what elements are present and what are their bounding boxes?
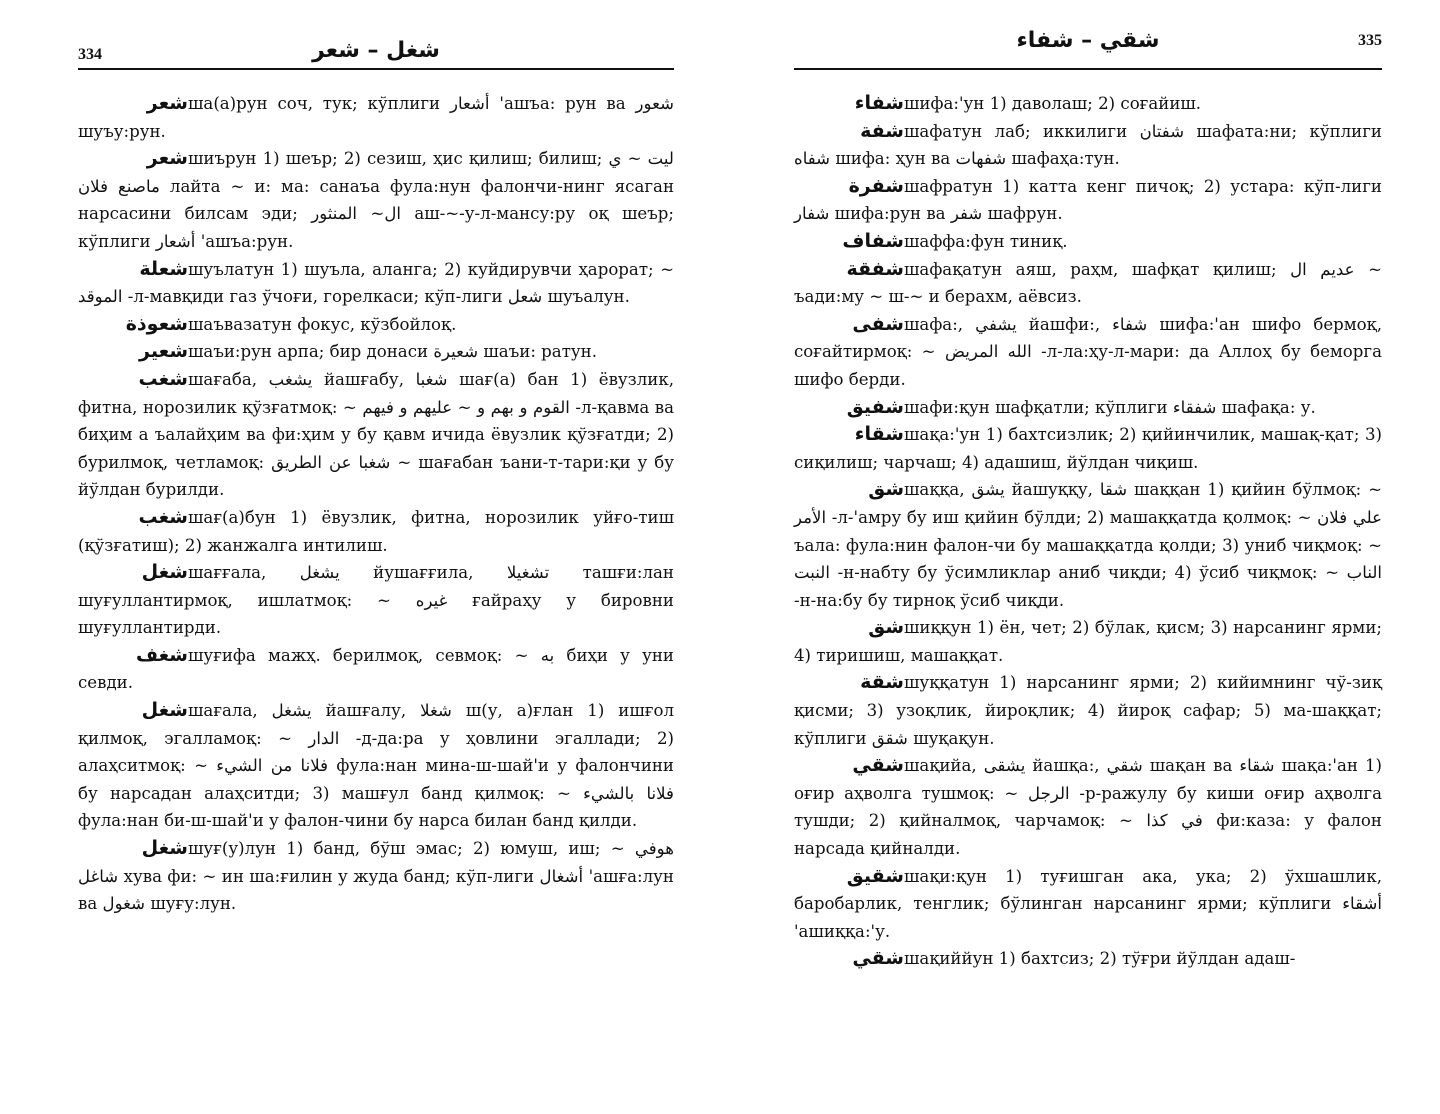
dictionary-entry bbox=[794, 311, 1382, 394]
right-page-header bbox=[794, 24, 1382, 70]
entry-headword: شغل bbox=[141, 561, 188, 584]
dictionary-entry bbox=[794, 90, 1382, 118]
left-entry-list bbox=[78, 90, 674, 918]
entry-headword: شق bbox=[868, 478, 904, 501]
entry-headword: شفاف bbox=[842, 229, 904, 252]
entry-headword: شقاء bbox=[854, 423, 904, 446]
entry-definition: шағала, يشغل йашғалу, شغلا ш(у, а)ғлан 1) ишғол қилмоқ, эгалламоқ: ~ الدار -д-да:ра у ҳовлини эгаллади; 2) алаҳситмоқ: ~ فلانا من الشيء фула:нан мина-ш-шай'и у фалончини бу нарсадан алаҳситди; 3) машғул банд қилмоқ: ~ فلانا بالشيء фула:нан би-ш-шай'и у фалон-чини бу нарса билан банд қилди. bbox=[78, 701, 675, 831]
dictionary-entry bbox=[794, 256, 1382, 311]
running-head: شقي – شفاء bbox=[1016, 28, 1160, 53]
entry-headword: شقي bbox=[852, 754, 904, 777]
entry-definition: шаъвазатун фокус, кўзбойлоқ. bbox=[188, 314, 457, 334]
dictionary-entry bbox=[78, 504, 674, 559]
entry-definition: шиърун 1) шеър; 2) сезиш, ҳис қилиш; билиш; ليت ~ ي ماصنع فلان лайта ~ и: ма: санаъа фула:нун фалончи-нинг ясаган нарсасини билсам эди; ال~ المنثور аш-~-у-л-мансу:ру оқ шеър; кўплиги أشعار 'ашъа:рун. bbox=[78, 149, 674, 251]
entry-headword: شغل bbox=[141, 699, 188, 722]
dictionary-entry bbox=[78, 338, 674, 366]
entry-definition: ша(а)рун соч, тук; кўплиги أشعار 'ашъа: рун ва شعور шуъу:рун. bbox=[78, 94, 674, 141]
entry-definition: шақиййун 1) бахтсиз; 2) тўғри йўлдан адаш- bbox=[904, 949, 1296, 969]
dictionary-entry bbox=[78, 256, 674, 311]
entry-definition: шақийа, يشقى йашқа:, شقي шақан ва شقاء шақа:'ан 1) оғир аҳволга тушмоқ: ~ الرجل -р-ражулу бу киши оғир аҳволга тушди; 2) қийналмоқ, чарчамоқ: ~ في كذا фи:каза: у фалон нарсада қийналди. bbox=[794, 756, 1382, 859]
entry-headword: شعوذة bbox=[125, 312, 188, 335]
entry-definition: шуғифа мажҳ. берилмоқ, севмоқ: ~ به биҳи у уни севди. bbox=[78, 645, 674, 693]
dictionary-entry bbox=[794, 421, 1382, 476]
entry-headword: شغف bbox=[135, 643, 188, 666]
entry-headword: شعر bbox=[146, 147, 188, 170]
dictionary-entry bbox=[794, 394, 1382, 422]
dictionary-entry bbox=[794, 614, 1382, 669]
page-number: 335 bbox=[1358, 32, 1382, 49]
entry-headword: شفرة bbox=[848, 174, 904, 197]
page-number: 334 bbox=[78, 46, 102, 63]
right-page bbox=[794, 24, 1382, 1094]
entry-headword: شعر bbox=[146, 92, 188, 114]
right-entry-list bbox=[794, 90, 1382, 973]
left-page-header bbox=[78, 24, 674, 70]
entry-definition: шаффа:фун тиниқ. bbox=[904, 231, 1068, 251]
dictionary-entry bbox=[794, 173, 1382, 228]
entry-headword: شفيق bbox=[846, 395, 904, 418]
entry-headword: شقي bbox=[852, 947, 904, 970]
entry-headword: شعير bbox=[139, 340, 188, 363]
entry-definition: шафратун 1) катта кенг пичоқ; 2) устара: кўп-лиги شفار шифа:рун ва شفر шафрун. bbox=[794, 176, 1382, 224]
entry-headword: شفة bbox=[860, 119, 904, 142]
dictionary-entry bbox=[78, 642, 674, 697]
entry-definition: шафақатун аяш, раҳм, шафқат қилиш; عديم ال ~ ъади:му ~ ш-~ и берахм, аёвсиз. bbox=[794, 259, 1382, 307]
dictionary-entry bbox=[78, 145, 674, 255]
entry-definition: шафи:қун шафқатли; кўплиги شفقاء шафақа: у. bbox=[904, 397, 1316, 417]
entry-headword: شقة bbox=[860, 671, 904, 694]
entry-definition: шағғала, يشغل йушағғила, تشغيلا ташғи:лан шуғуллантирмоқ, ишлатмоқ: ~ غيره ғайраҳу у бировни шуғуллантирди. bbox=[78, 563, 674, 638]
entry-headword: شفاء bbox=[854, 92, 904, 114]
entry-headword: شغل bbox=[141, 837, 188, 860]
entry-definition: шақа:'ун 1) бахтсизлик; 2) қийинчилик, машақ-қат; 3) сиқилиш; чарчаш; 4) адашиш, йўлдан чиқиш. bbox=[794, 425, 1382, 472]
entry-headword: شعلة bbox=[139, 257, 188, 280]
entry-definition: шуғ(у)лун 1) банд, бўш эмас; 2) юмуш, иш; هوفي ~ شاغل хува фи: ~ ин ша:ғилин у жуда банд; кўп-лиги أشغال 'ашға:лун ва شغول шуғу:лун. bbox=[78, 839, 675, 914]
dictionary-entry bbox=[78, 311, 674, 339]
dictionary-entry bbox=[78, 90, 674, 145]
dictionary-entry bbox=[794, 476, 1382, 614]
running-head: شغل – شعر bbox=[312, 38, 440, 63]
dictionary-entry bbox=[794, 863, 1382, 946]
dictionary-entry bbox=[794, 118, 1382, 173]
dictionary-entry bbox=[794, 752, 1382, 862]
entry-definition: шуълатун 1) шуъла, аланга; 2) куйдирувчи ҳарорат; ~ الموقد -л-мавқиди газ ўчоғи, горелкаси; кўп-лиги شعل шуъалун. bbox=[78, 259, 674, 307]
entry-definition: шафа:, يشفي йашфи:, شفاء шифа:'ан шифо бермоқ, соғайтирмоқ: ~ الله المريض -л-ла:ҳу-л-мари: да Аллоҳ бу беморга шифо берди. bbox=[794, 314, 1382, 389]
entry-definition: шағ(а)бун 1) ёвузлик, фитна, норозилик уйғо-тиш (қўзғатиш); 2) жанжалга интилиш. bbox=[78, 507, 674, 555]
entry-definition: шақи:қун 1) туғишган ака, ука; 2) ўхшашлик, баробарлик, тенглик; бўлинган нарсанинг ярми; кўплиги أشقاء 'ашиққа:'у. bbox=[794, 866, 1382, 941]
dictionary-entry bbox=[78, 835, 674, 918]
entry-definition: шиққун 1) ён, чет; 2) бўлак, қисм; 3) нарсанинг ярми; 4) тиришиш, машаққат. bbox=[794, 618, 1382, 665]
entry-headword: شفقة bbox=[846, 257, 904, 280]
entry-definition: шаққа, يشق йашуққу, شقا шаққан 1) қийин бўлмоқ: ~ الأمر -л-'амру бу иш қийин бўлди; 2) машаққатда қолмоқ: ~ علي فلان ъала: фула:нин фалон-чи бу машаққатда қолди; 3) униб чиқмоқ: ~ النبت -н-набту бу ўсимликлар аниб чиқди; 4) ўсиб чиқмоқ: ~ الناب -н-на:бу бу тирноқ ўсиб чиқди. bbox=[794, 480, 1383, 610]
dictionary-entry bbox=[794, 945, 1382, 973]
entry-definition: шифа:'ун 1) даволаш; 2) соғайиш. bbox=[904, 94, 1202, 113]
entry-definition: шағаба, يشغب йашғабу, شغبا шағ(а) бан 1) ёвузлик, фитна, норозилик қўзғатмоқ: ~ القوم و بهم و ~ عليهم و فيهم -л-қавма ва биҳим а ъалайҳим ва фи:ҳим у бу қавм ичида ёвузлик қўзғатди; 2) бурилмоқ, четламоқ: شغبا عن الطريق ~ шағабан ъани-т-тари:қи у бу йўлдан бурилди. bbox=[78, 369, 675, 500]
entry-headword: شغب bbox=[138, 505, 188, 528]
dictionary-entry bbox=[794, 669, 1382, 752]
entry-headword: شق bbox=[868, 616, 904, 639]
left-page bbox=[78, 24, 674, 1094]
entry-headword: شغب bbox=[138, 367, 188, 390]
entry-headword: شقيق bbox=[846, 864, 904, 887]
dictionary-entry bbox=[78, 366, 674, 504]
entry-definition: шуққатун 1) нарсанинг ярми; 2) кийимнинг чў-зиқ қисми; 3) узоқлик, йироқлик; 4) йироқ сафар; 5) ма-шаққат; кўплиги شقق шуқақун. bbox=[794, 673, 1382, 748]
entry-definition: шафатун лаб; иккилиги شفتان шафата:ни; кўплиги شفاه шифа: ҳун ва شفهات шафаҳа:тун. bbox=[794, 121, 1382, 169]
dictionary-entry bbox=[78, 559, 674, 642]
entry-headword: شفى bbox=[852, 312, 904, 335]
dictionary-entry bbox=[794, 228, 1382, 256]
entry-definition: шаъи:рун арпа; бир донаси شعيرة шаъи: ратун. bbox=[188, 342, 597, 362]
dictionary-entry bbox=[78, 697, 674, 835]
